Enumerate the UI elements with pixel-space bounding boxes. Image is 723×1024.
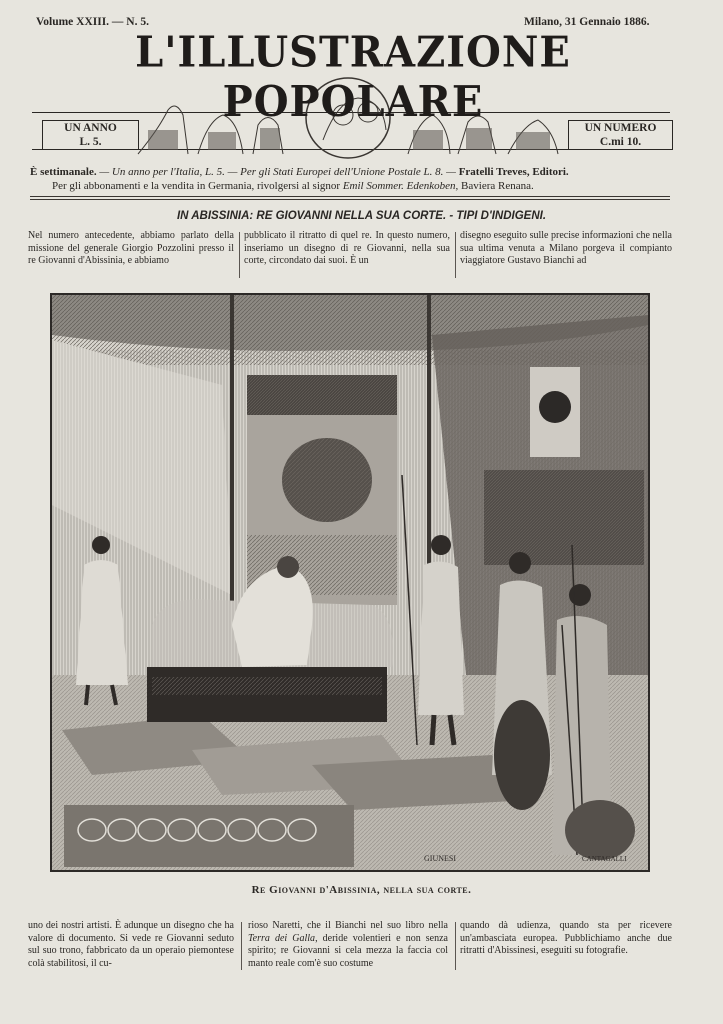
header-rule-double [30, 199, 670, 200]
column-divider [455, 922, 456, 970]
price-year-label: UN ANNO [64, 122, 117, 134]
price-issue-value: C.mi 10. [599, 136, 642, 148]
header-rule [30, 196, 670, 197]
column-divider [241, 922, 242, 970]
subscription-line-1 [30, 166, 680, 178]
engraver-signature-2: CANTAGALLI [582, 855, 627, 863]
top-column-2: pubblicato il ritratto di quel re. In questo numero, inseriamo un disegno di re Giovanni, nella sua corte, circondato dai suoi. È un [244, 230, 450, 266]
price-year-value: L. 5. [79, 136, 102, 148]
engraving-illustration [50, 293, 650, 872]
bottom-column-3: quando dà udienza, quando sta per ricevere un'ambasciata europea. Pubblichiamo anche due ritratti d'Abissinesi, eseguiti su fotografie. [460, 920, 672, 956]
bottom-column-2 [248, 920, 448, 970]
book-title: Terra dei Galla [248, 932, 316, 944]
volume-number: Volume XXIII. — N. 5. [36, 16, 149, 28]
bottom-column-2-rest: , deride volentieri e non senza spirito; re Giovanni si cela mezza la faccia col manto reale com'è suo costume [248, 932, 448, 969]
article-bottom-columns [28, 920, 672, 980]
germany-agent: Emil Sommer. Edenkoben, [342, 180, 459, 192]
column-divider [239, 232, 240, 278]
masthead [28, 27, 678, 160]
price-year-box [42, 120, 139, 150]
newspaper-title: L'ILLUSTRAZIONE POPOLARE [135, 27, 571, 127]
subscription-rates: — Un anno per l'Italia, L. 5. — Per gli Stati Europei dell'Unione Postale L. 8. — [96, 166, 459, 178]
column-divider [455, 232, 456, 278]
price-issue-label: UN NUMERO [584, 122, 657, 134]
price-issue-box [568, 120, 673, 150]
royal-court-scene [52, 295, 648, 870]
article-top-columns [28, 230, 672, 278]
germany-subscription-text: Per gli abbonamenti e la vendita in Germania, rivolgersi al signor [52, 180, 343, 192]
top-column-1: Nel numero antecedente, abbiamo parlato della missione del generale Giorgio Pozzolini presso il re Giovanni d'Abissinia, e abbiamo [28, 230, 234, 266]
engraver-signature-1: GIUNESI [424, 854, 456, 863]
illustration-caption: Re Giovanni d'Abissinia, nella sua corte. [251, 884, 472, 896]
article-headline: IN ABISSINIA: RE GIOVANNI NELLA SUA CORTE. - TIPI D'INDIGENI. [176, 210, 547, 222]
subscription-line-2 [52, 180, 692, 192]
bottom-column-2-text: rioso Naretti, che il Bianchi nel suo libro nella [248, 920, 448, 931]
issue-date: Milano, 31 Gennaio 1886. [524, 16, 650, 28]
germany-region: Baviera Renana. [458, 180, 534, 192]
weekly-label: È settimanale. [30, 166, 97, 178]
top-column-3: disegno eseguito sulle precise informazioni che nella sua ultima venuta a Milano porgeva il compianto viaggiatore Gustavo Bianchi ad [460, 230, 672, 266]
publisher-name: Fratelli Treves, Editori. [458, 166, 569, 178]
bottom-column-1: uno dei nostri artisti. È adunque un disegno che ha valore di documento. Si vede re Giovanni seduto sul suo trono, fabbricato da un operaio piemontese colà stabilitosi, il cu- [28, 920, 234, 969]
